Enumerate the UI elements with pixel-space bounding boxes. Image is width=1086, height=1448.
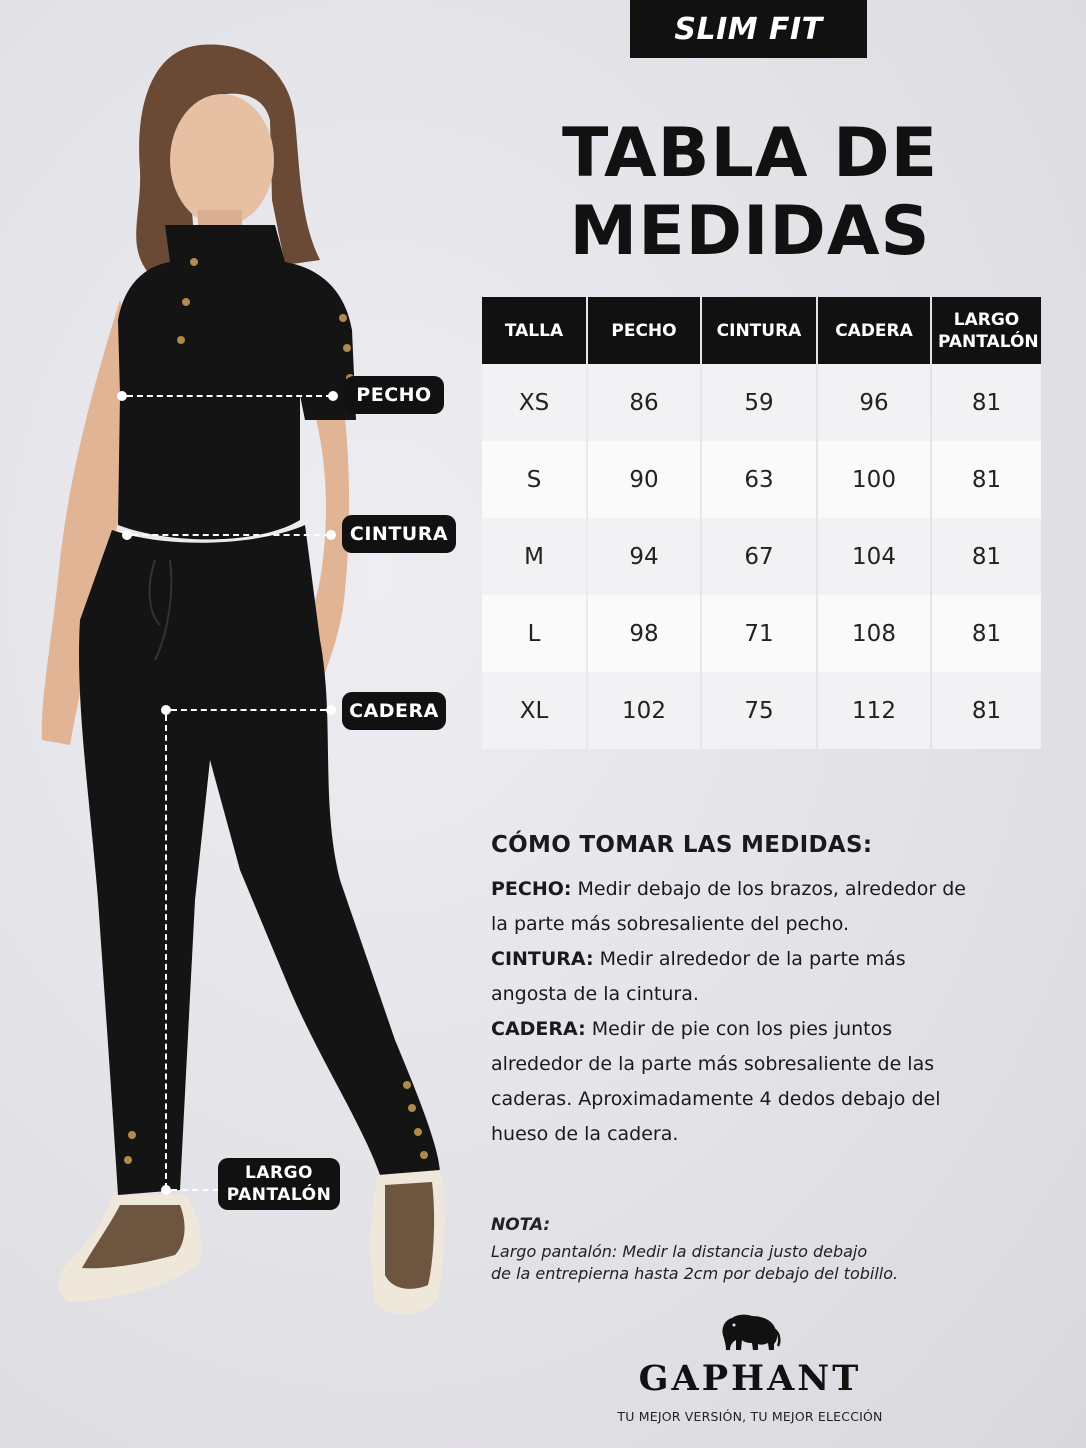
- instruction-text: Medir debajo de los brazos, alrededor de la parte más sobresaliente del pecho.: [491, 878, 966, 935]
- cell-largo: 81: [932, 595, 1041, 672]
- cell-talla: XL: [482, 672, 586, 749]
- cell-largo: 81: [932, 672, 1041, 749]
- cintura-label: CINTURA: [342, 515, 456, 553]
- note-title: NOTA:: [491, 1215, 551, 1235]
- cell-cadera: 96: [818, 364, 930, 441]
- cell-cintura: 67: [702, 518, 816, 595]
- table-row: [482, 364, 1041, 441]
- cell-pecho: 98: [588, 595, 700, 672]
- largo-pantalon-label: [218, 1158, 340, 1210]
- table-row: [482, 441, 1041, 518]
- cadera-label: CADERA: [342, 692, 446, 730]
- cell-talla: XS: [482, 364, 586, 441]
- elephant-logo-icon: [718, 1310, 782, 1352]
- pecho-line-start: [117, 391, 127, 401]
- cintura-line-start: [122, 530, 132, 540]
- cell-cintura: 59: [702, 364, 816, 441]
- model-face: [170, 94, 274, 226]
- note-text: Largo pantalón: Medir la distancia justo debajo de la entrepierna hasta 2cm por debajo del tobillo.: [491, 1242, 899, 1283]
- cell-cadera: 104: [818, 518, 930, 595]
- size-table: [480, 297, 1043, 749]
- cell-pecho: 102: [588, 672, 700, 749]
- brand-slogan: TU MEJOR VERSIÓN, TU MEJOR ELECCIÓN: [617, 1409, 883, 1424]
- cell-talla: S: [482, 441, 586, 518]
- pecho-line-end: [328, 391, 338, 401]
- header-cintura: CINTURA: [702, 297, 816, 364]
- instruction-text: Medir de pie con los pies juntos alrededor de la parte más sobresaliente de las caderas. Aproximadamente 4 dedos debajo del hueso de la cadera.: [491, 1018, 941, 1145]
- cadera-line: [171, 709, 326, 711]
- table-row: [482, 672, 1041, 749]
- cell-cintura: 75: [702, 672, 816, 749]
- cell-talla: M: [482, 518, 586, 595]
- pecho-label: PECHO: [344, 376, 444, 414]
- title-line-2: MEDIDAS: [569, 192, 931, 271]
- largo-line: [165, 715, 167, 1189]
- slim-fit-badge: SLIM FIT: [630, 0, 867, 58]
- largo-connector: [171, 1189, 219, 1191]
- cintura-line: [132, 534, 330, 536]
- table-row: [482, 595, 1041, 672]
- largo-label-line2: PANTALÓN: [226, 1185, 332, 1205]
- cintura-line-end: [326, 530, 336, 540]
- note: [491, 1215, 971, 1285]
- cell-largo: 81: [932, 441, 1041, 518]
- cell-cadera: 112: [818, 672, 930, 749]
- cell-pecho: 94: [588, 518, 700, 595]
- size-table-header: [482, 297, 1041, 364]
- cell-talla: L: [482, 595, 586, 672]
- largo-line-end: [161, 1185, 171, 1195]
- page-title: [480, 115, 1020, 271]
- instruction-cadera: [491, 1012, 971, 1152]
- cell-cintura: 71: [702, 595, 816, 672]
- header-pecho: PECHO: [588, 297, 700, 364]
- cadera-line-end: [326, 705, 336, 715]
- instruction-cintura: [491, 942, 971, 1012]
- instruction-label: CINTURA:: [491, 948, 594, 970]
- cell-pecho: 86: [588, 364, 700, 441]
- model-top: [118, 225, 356, 539]
- model-pants: [79, 525, 440, 1195]
- cell-cadera: 100: [818, 441, 930, 518]
- header-largo-pantalon: LARGO PANTALÓN: [932, 297, 1041, 364]
- measurement-instructions: [491, 832, 971, 1152]
- cell-cadera: 108: [818, 595, 930, 672]
- instruction-label: PECHO:: [491, 878, 572, 900]
- instruction-text: Medir alrededor de la parte más angosta de la cintura.: [491, 948, 906, 1005]
- cell-cintura: 63: [702, 441, 816, 518]
- header-talla: TALLA: [482, 297, 586, 364]
- brand-name: GAPHANT: [638, 1358, 862, 1399]
- brand-footer: [560, 1310, 940, 1424]
- instructions-heading: CÓMO TOMAR LAS MEDIDAS:: [491, 832, 873, 858]
- header-cadera: CADERA: [818, 297, 930, 364]
- instruction-pecho: [491, 872, 971, 942]
- cell-largo: 81: [932, 364, 1041, 441]
- instruction-label: CADERA:: [491, 1018, 586, 1040]
- cell-pecho: 90: [588, 441, 700, 518]
- pecho-line: [127, 395, 332, 397]
- table-row: [482, 518, 1041, 595]
- largo-label-line1: LARGO: [245, 1163, 313, 1183]
- title-line-1: TABLA DE: [561, 114, 939, 193]
- cadera-line-start: [161, 705, 171, 715]
- cell-largo: 81: [932, 518, 1041, 595]
